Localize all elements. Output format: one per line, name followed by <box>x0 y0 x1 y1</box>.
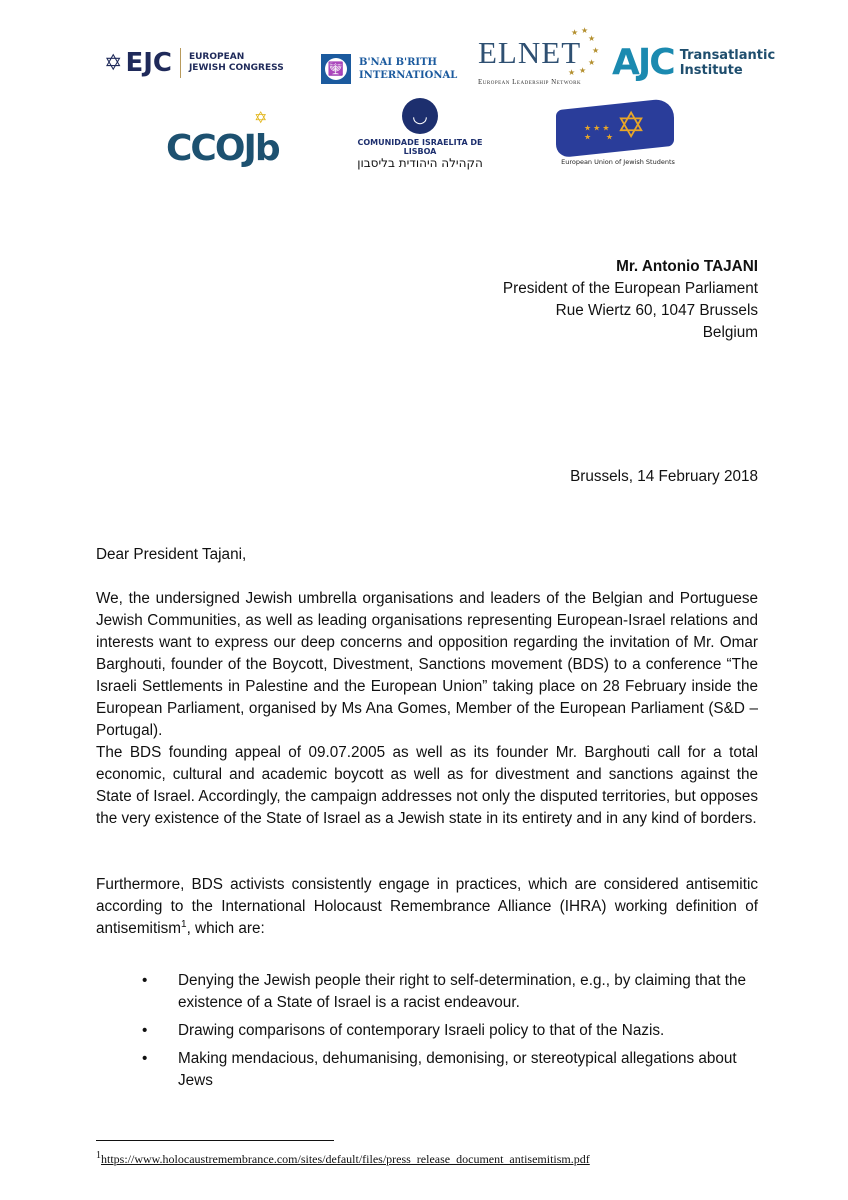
bnai-brith-line1: B'NAI B'RITH <box>359 57 437 68</box>
bnai-brith-line2: INTERNATIONAL <box>359 70 458 81</box>
ejc-line1: EUROPEAN <box>188 52 245 62</box>
lisboa-name: COMUNIDADE ISRAELITA DE LISBOA <box>357 138 483 156</box>
ejc-logo-mark: EJC <box>125 48 172 78</box>
star-of-david-icon: ✡ <box>615 104 646 146</box>
recipient-address <box>503 256 758 344</box>
eujs-flag <box>556 98 674 158</box>
star-icon: ★ <box>579 66 587 75</box>
paragraph-text: Furthermore, BDS activists consistently engage in practices, which are considered antisemitic according to the International Holocaust Remembrance Alliance (IHRA) working definition of antisemitism <box>96 876 758 937</box>
paragraph: The BDS founding appeal of 09.07.2005 as well as its founder Mr. Barghouti call for a total economic, cultural and academic boycott as well as for divestment and sanctions against the State of Israel. Accordingly, the campaign addresses not only the disputed territories, but opposes the very existence of the State of Israel as a Jewish state in its entirety and in any kind of borders. <box>96 744 758 827</box>
ejc-logo <box>104 48 284 78</box>
star-icon: ★ <box>588 58 596 67</box>
ccojb-logo <box>166 108 296 168</box>
letter-date: Brussels, 14 February 2018 <box>570 468 758 485</box>
footnote-link[interactable]: https://www.holocaustremembrance.com/sites/default/files/press_release_document_antisemitism.pdf <box>101 1152 590 1166</box>
ccojb-mark: CCOJb <box>166 128 279 169</box>
recipient-street: Rue Wiertz 60, 1047 Brussels <box>555 302 758 319</box>
ajc-line1: Transatlantic <box>679 47 776 63</box>
footnote-reference[interactable]: 1 <box>181 918 187 930</box>
star-of-david-icon: ✡ <box>254 110 268 127</box>
eujs-caption: European Union of Jewish Students <box>561 158 675 166</box>
star-of-david-icon: ✡ <box>104 50 123 75</box>
recipient-title: President of the European Parliament <box>502 280 758 297</box>
lisboa-community-logo <box>340 98 500 170</box>
footnote <box>96 1152 590 1167</box>
logo-divider <box>180 48 181 78</box>
elnet-logo <box>474 24 600 86</box>
bnai-brith-text <box>359 56 457 82</box>
bnai-brith-logo <box>321 54 457 84</box>
ejc-line2: JEWISH CONGRESS <box>188 63 284 73</box>
eujs-logo <box>556 104 680 166</box>
star-icon: ★ <box>588 34 596 43</box>
star-icon: ★ <box>592 46 600 55</box>
paragraph-text: , which are: <box>186 920 265 937</box>
footnote-number: 1 <box>96 1150 101 1161</box>
elnet-subtitle: European Leadership Network <box>478 78 582 86</box>
ajc-logo <box>612 42 775 83</box>
bullet-list <box>140 970 758 1098</box>
list-item: • Denying the Jewish people their right to self-determination, e.g., by claiming that the existence of a State of Israel is a racist endeavour. <box>140 970 758 1014</box>
ajc-mark: AJC <box>612 42 674 83</box>
eu-stars-icon: ★★★ ★ ★ <box>584 123 616 142</box>
recipient-country: Belgium <box>702 324 758 341</box>
star-icon: ★ <box>571 28 579 37</box>
ajc-line2: Institute <box>679 62 743 78</box>
elnet-mark: ELNET <box>478 35 582 70</box>
paragraph <box>96 874 758 940</box>
menorah-icon: 🕎 <box>321 54 351 84</box>
paragraph: We, the undersigned Jewish umbrella organisations and leaders of the Belgian and Portuguese Jewish Communities, as well as leading organisations representing European-Israel relations and interests want to express our deep concerns and opposition regarding the invitation of Mr. Omar Barghouti, founder of the Boycott, Divestment, Sanctions movement (BDS) to a conference “The Israeli Settlements in Palestine and the European Union” taking place on 28 February inside the European Parliament, organised by Ms Ana Gomes, Member of the European Parliament (S&D – Portugal). <box>96 590 758 739</box>
recipient-name: Mr. Antonio TAJANI <box>616 258 758 275</box>
ejc-logo-text <box>189 52 284 74</box>
list-item: • Making mendacious, dehumanising, demonising, or stereotypical allegations about Jews <box>140 1048 758 1092</box>
salutation: Dear President Tajani, <box>96 546 247 563</box>
lisboa-emblem-icon: ◡ <box>402 98 438 134</box>
star-icon: ★ <box>568 68 576 77</box>
star-icon: ★ <box>581 26 589 35</box>
ajc-text <box>680 48 775 78</box>
lisboa-hebrew-name: הקהילה היהודית בליסבון <box>357 156 483 170</box>
list-item: • Drawing comparisons of contemporary Israeli policy to that of the Nazis. <box>140 1020 758 1042</box>
footnote-divider <box>96 1140 334 1141</box>
